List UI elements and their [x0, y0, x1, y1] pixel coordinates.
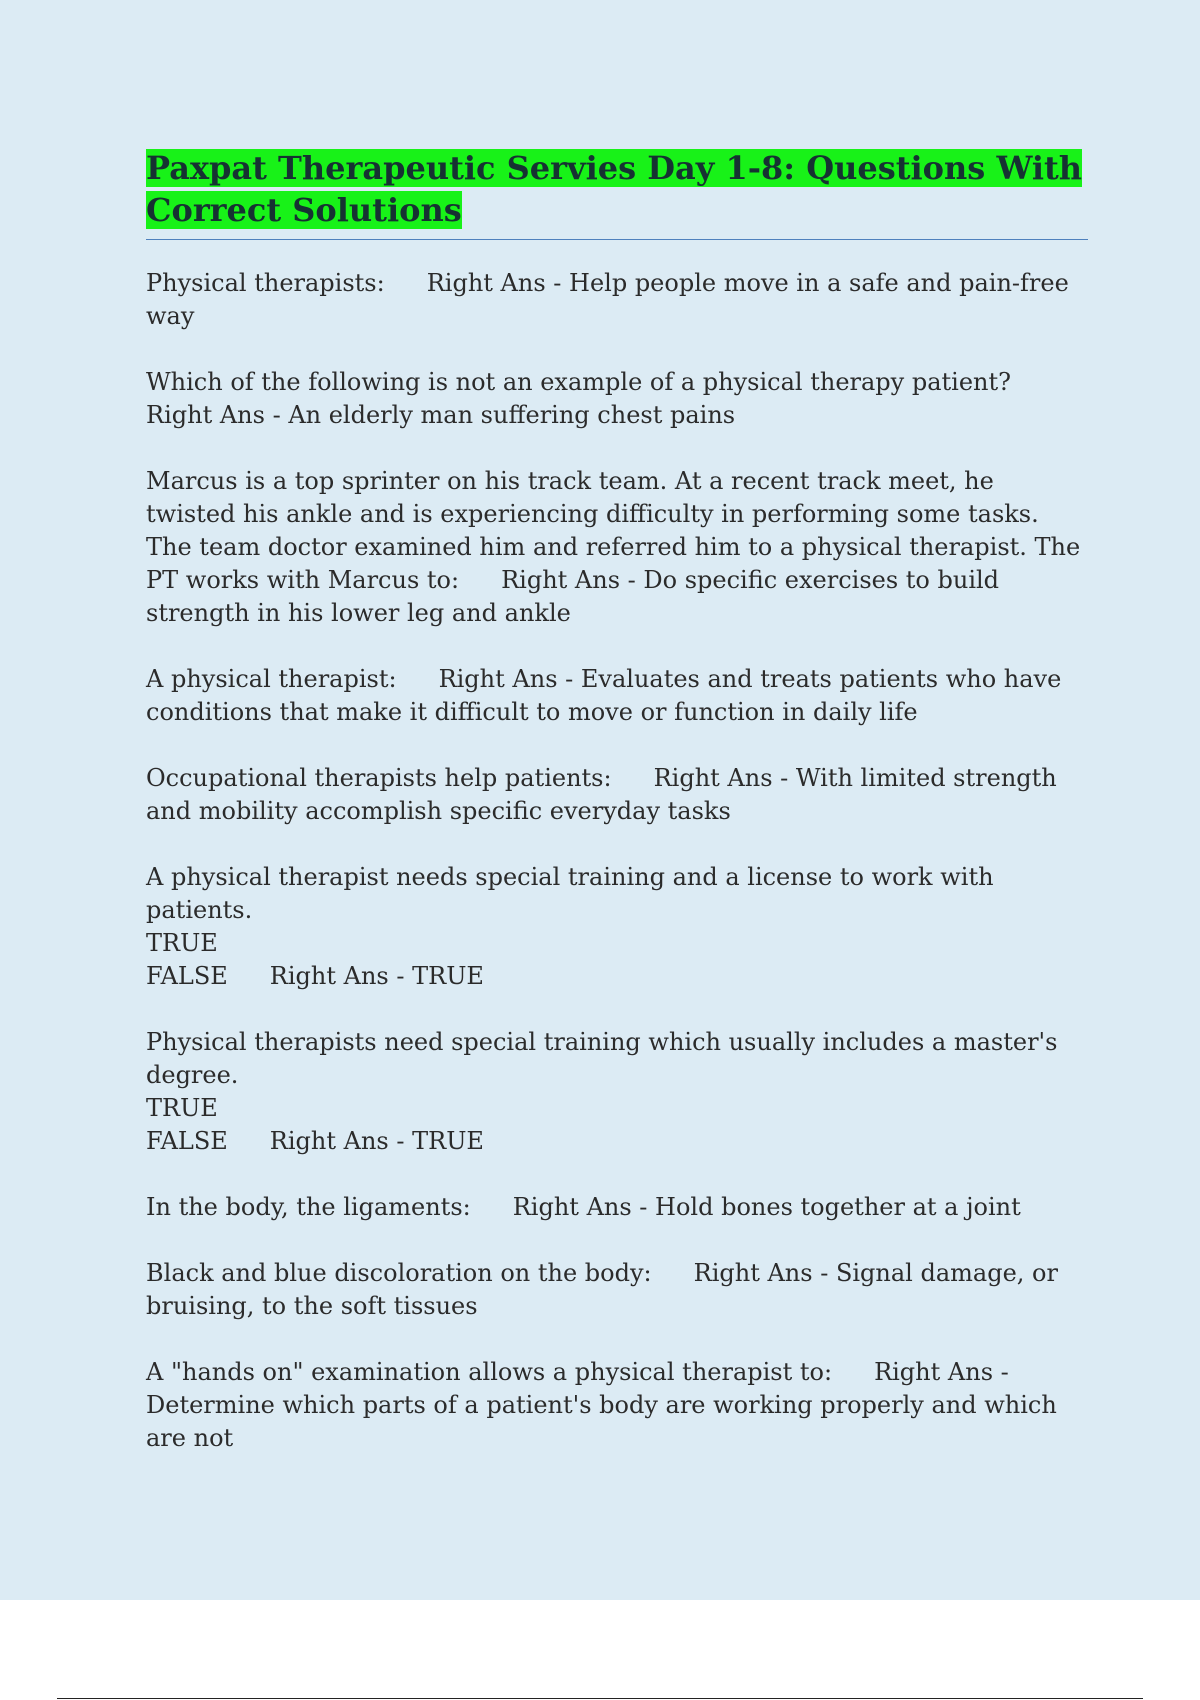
- qa-item: [146, 465, 1088, 630]
- question-text: Marcus is a top sprinter on his track team. At a recent track meet, he twisted his ankle and is experiencing difficulty in performing some tasks. The team doctor examined him and referred him to a physical therapist. The PT works with Marcus to:: [146, 467, 1088, 594]
- option-true: TRUE: [146, 1094, 218, 1122]
- answer-text: Right Ans - Help people move in a safe and pain-free way: [146, 269, 1077, 330]
- answer-text: Right Ans - Determine which parts of a patient's body are working properly and which are not: [146, 1358, 1065, 1452]
- answer-text: Right Ans - TRUE: [269, 962, 484, 990]
- qa-item: [146, 366, 1088, 432]
- document-content: [146, 147, 1088, 1488]
- question-text: Physical therapists need special training which usually includes a master's degree.: [146, 1028, 1066, 1089]
- answer-text: Right Ans - Signal damage, or bruising, to the soft tissues: [146, 1259, 1066, 1320]
- question-text: Occupational therapists help patients:: [146, 764, 612, 792]
- qa-item: [146, 762, 1088, 828]
- question-text: A physical therapist needs special training and a license to work with patients.: [146, 863, 1002, 924]
- title-divider: [146, 239, 1088, 240]
- question-text: Which of the following is not an example of a physical therapy patient?: [146, 368, 1012, 396]
- question-text: Physical therapists:: [146, 269, 385, 297]
- qa-item: [146, 861, 1088, 993]
- answer-text: Right Ans - Do specific exercises to build strength in his lower leg and ankle: [146, 566, 1007, 627]
- qa-item: [146, 1257, 1088, 1323]
- question-text: A "hands on" examination allows a physical therapist to:: [146, 1358, 833, 1386]
- qa-item: [146, 1191, 1088, 1224]
- footer-divider: [57, 1698, 1143, 1699]
- option-false: FALSE: [146, 1127, 228, 1155]
- question-text: Black and blue discoloration on the body:: [146, 1259, 652, 1287]
- answer-text: Right Ans - With limited strength and mobility accomplish specific everyday tasks: [146, 764, 1065, 825]
- question-text: In the body, the ligaments:: [146, 1193, 471, 1221]
- qa-list: [146, 267, 1088, 1455]
- option-true: TRUE: [146, 929, 218, 957]
- qa-item: [146, 1356, 1088, 1455]
- qa-item: [146, 1026, 1088, 1158]
- question-text: A physical therapist:: [146, 665, 397, 693]
- answer-text: Right Ans - Evaluates and treats patients who have conditions that make it difficult to move or function in daily life: [146, 665, 1069, 726]
- answer-text: Right Ans - Hold bones together at a joint: [512, 1193, 1021, 1221]
- option-false: FALSE: [146, 962, 228, 990]
- answer-text: Right Ans - TRUE: [269, 1127, 484, 1155]
- answer-text: Right Ans - An elderly man suffering chest pains: [146, 401, 736, 429]
- document-title: [146, 147, 1088, 231]
- qa-item: [146, 267, 1088, 333]
- qa-item: [146, 663, 1088, 729]
- title-highlight: Paxpat Therapeutic Servies Day 1-8: Questions With Correct Solutions: [146, 149, 1083, 229]
